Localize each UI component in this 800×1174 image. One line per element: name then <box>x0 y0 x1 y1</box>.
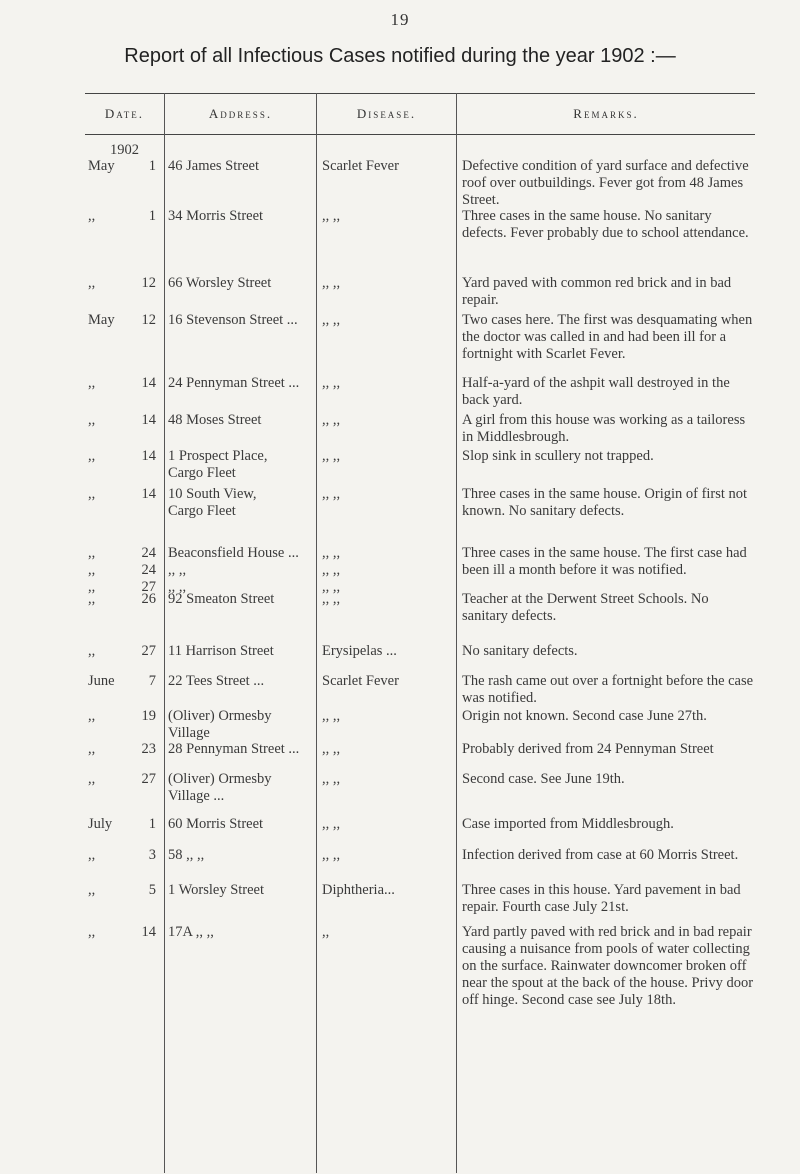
row-day: 19 <box>141 708 156 724</box>
row-month: ,, <box>88 708 96 724</box>
column-divider-date <box>164 93 165 1173</box>
row-disease: ,, ,, <box>322 847 341 863</box>
row-remarks: Probably derived from 24 Pennyman Street <box>462 741 714 757</box>
row-address: 1 Prospect Place, Cargo Fleet <box>168 448 268 481</box>
row-day: 12 <box>141 312 156 328</box>
row-disease: ,, ,, <box>322 741 341 757</box>
row-remarks: Slop sink in scullery not trapped. <box>462 448 654 464</box>
row-month: ,, <box>88 448 96 464</box>
row-address: 24 Pennyman Street ... <box>168 375 300 391</box>
row-disease: ,, ,, <box>322 208 341 224</box>
row-day: 12 <box>141 275 156 291</box>
row-address: 11 Harrison Street <box>168 643 274 659</box>
row-month: ,, <box>88 275 96 291</box>
row-remarks: Defective condition of yard surface and defective roof over outbuildings. Fever got from 48 James Street. <box>462 158 749 208</box>
row-day: 14 <box>141 448 156 464</box>
row-disease: Scarlet Fever <box>322 673 399 689</box>
row-address: (Oliver) Ormesby Village ... <box>168 771 272 804</box>
row-remarks: Second case. See June 19th. <box>462 771 625 787</box>
row-disease: ,, ,, <box>322 486 341 502</box>
row-remarks: Three cases in the same house. Origin of first not known. No sanitary defects. <box>462 486 748 519</box>
row-remarks: A girl from this house was working as a tailoress in Middlesbrough. <box>462 412 746 445</box>
row-month: ,, <box>88 741 96 757</box>
row-remarks: Three cases in this house. Yard pavement in bad repair. Fourth case July 21st. <box>462 882 741 915</box>
header-address: Address. <box>208 106 273 121</box>
header-date: Date. <box>104 106 145 121</box>
row-disease: ,, ,, <box>322 708 341 724</box>
row-month: ,, <box>88 591 96 607</box>
row-remarks: Three cases in the same house. No sanitary defects. Fever probably due to school attendance. <box>462 208 749 241</box>
row-disease: ,, ,, ,, ,, ,, ,, <box>322 545 341 595</box>
row-disease: ,, ,, <box>322 816 341 832</box>
row-remarks: Origin not known. Second case June 27th. <box>462 708 707 724</box>
row-disease: ,, ,, <box>322 275 341 291</box>
header-remarks: Remarks. <box>573 106 639 121</box>
row-remarks: Yard partly paved with red brick and in bad repair causing a nuisance from pools of water collecting on the surface. Rainwater downcomer broken off near the spout at the back of the house. Privy door off hinge. Second case see July 18th. <box>462 924 754 1008</box>
row-remarks: Two cases here. The first was desquamating when the doctor was called in and had been ill for a fortnight with Scarlet Fever. <box>462 312 753 362</box>
row-disease: ,, ,, <box>322 771 341 787</box>
row-address: (Oliver) Ormesby Village <box>168 708 272 741</box>
table-top-rule <box>85 93 755 94</box>
row-day: 1 <box>148 816 156 832</box>
row-address: 48 Moses Street <box>168 412 262 428</box>
row-day: 14 <box>141 486 156 502</box>
row-month: ,, ,, ,, <box>88 545 96 595</box>
row-month: ,, <box>88 375 96 391</box>
row-address: 22 Tees Street ... <box>168 673 265 689</box>
year-label: 1902 <box>110 142 139 158</box>
row-address: 46 James Street <box>168 158 260 174</box>
row-month: ,, <box>88 924 96 940</box>
row-month: ,, <box>88 208 96 224</box>
row-address: 10 South View, Cargo Fleet <box>168 486 257 519</box>
row-month: ,, <box>88 486 96 502</box>
row-address: 60 Morris Street <box>168 816 264 832</box>
row-day: 1 <box>148 208 156 224</box>
row-month: ,, <box>88 643 96 659</box>
row-remarks: Half-a-yard of the ashpit wall destroyed in the back yard. <box>462 375 730 408</box>
page-title: Report of all Infectious Cases notified during the year 1902 :— <box>124 45 676 67</box>
row-day: 26 <box>141 591 156 607</box>
row-day: 5 <box>148 882 156 898</box>
row-address: 1 Worsley Street <box>168 882 265 898</box>
row-disease: Scarlet Fever <box>322 158 399 174</box>
row-day: 23 <box>141 741 156 757</box>
row-day: 1 <box>148 158 156 174</box>
row-month: July <box>88 816 113 832</box>
row-disease: ,, ,, <box>322 448 341 464</box>
row-day: 27 <box>141 771 156 787</box>
row-remarks: Three cases in the same house. The first case had been ill a month before it was notified. <box>462 545 747 578</box>
row-month: June <box>88 673 115 689</box>
row-day: 14 <box>141 375 156 391</box>
row-remarks: The rash came out over a fortnight before the case was notified. <box>462 673 754 706</box>
row-month: May <box>88 158 115 174</box>
row-address: 16 Stevenson Street ... <box>168 312 298 328</box>
row-address: 17A ,, ,, <box>168 924 214 940</box>
row-address: 66 Worsley Street <box>168 275 272 291</box>
row-remarks: Yard paved with common red brick and in bad repair. <box>462 275 732 308</box>
row-disease: ,, <box>322 924 330 940</box>
column-divider-address <box>316 93 317 1173</box>
row-address: 34 Morris Street <box>168 208 264 224</box>
row-disease: Diphtheria... <box>322 882 395 898</box>
row-remarks: Infection derived from case at 60 Morris Street. <box>462 847 739 863</box>
header-bottom-rule <box>85 134 755 135</box>
row-day: 14 <box>141 924 156 940</box>
row-address: 28 Pennyman Street ... <box>168 741 300 757</box>
row-day: 3 <box>148 847 156 863</box>
row-disease: ,, ,, <box>322 312 341 328</box>
row-day: 14 <box>141 412 156 428</box>
row-address: 92 Smeaton Street <box>168 591 275 607</box>
row-day: 27 <box>141 643 156 659</box>
row-remarks: Case imported from Middlesbrough. <box>462 816 674 832</box>
row-disease: ,, ,, <box>322 591 341 607</box>
row-remarks: Teacher at the Derwent Street Schools. No sanitary defects. <box>462 591 709 624</box>
column-divider-disease <box>456 93 457 1173</box>
header-disease: Disease. <box>356 106 417 121</box>
row-month: ,, <box>88 412 96 428</box>
row-disease: ,, ,, <box>322 412 341 428</box>
row-address: Beaconsfield House ... ,, ,, ,, ,, <box>168 545 299 595</box>
row-month: ,, <box>88 882 96 898</box>
row-remarks: No sanitary defects. <box>462 643 578 659</box>
row-month: ,, <box>88 771 96 787</box>
page-number: 19 <box>390 10 410 29</box>
row-disease: Erysipelas ... <box>322 643 397 659</box>
row-address: 58 ,, ,, <box>168 847 205 863</box>
row-day: 24 24 27 <box>141 545 156 595</box>
row-day: 7 <box>148 673 156 689</box>
row-month: May <box>88 312 115 328</box>
row-month: ,, <box>88 847 96 863</box>
row-disease: ,, ,, <box>322 375 341 391</box>
